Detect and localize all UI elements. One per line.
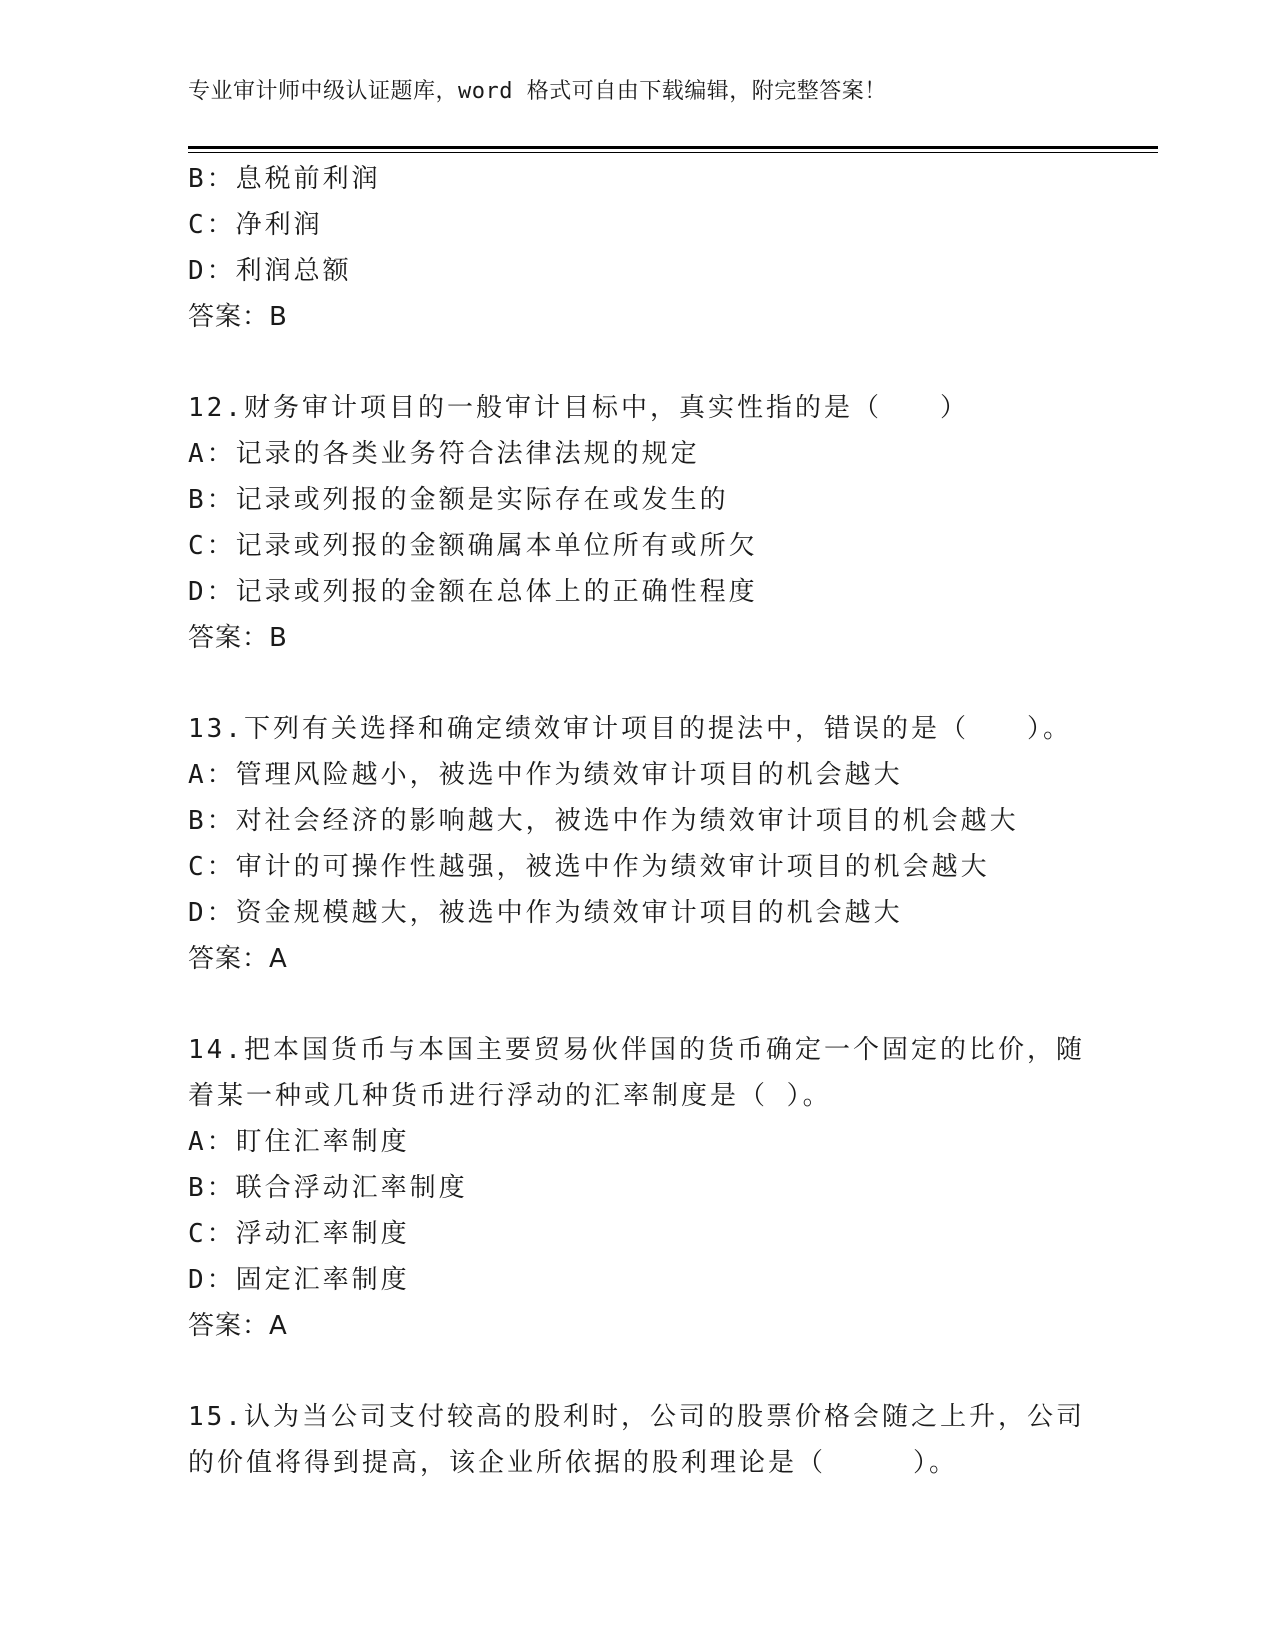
question-stem-line-1: 14.把本国货币与本国主要贸易伙伴国的货币确定一个固定的比价，随 <box>188 1035 1085 1065</box>
spacer <box>188 982 1088 1027</box>
question-stem-line-1: 15.认为当公司支付较高的股利时，公司的股票价格会随之上升，公司 <box>188 1402 1085 1432</box>
option-c: C：审计的可操作性越强，被选中作为绩效审计项目的机会越大 <box>188 852 990 882</box>
question-12 <box>188 385 1088 661</box>
question-13 <box>188 706 1088 982</box>
option-a: A：管理风险越小，被选中作为绩效审计项目的机会越大 <box>188 760 903 790</box>
answer: 答案：B <box>188 623 288 653</box>
option-d: D：固定汇率制度 <box>188 1265 410 1295</box>
page-header: 专业审计师中级认证题库，word 格式可自由下载编辑，附完整答案！ <box>188 79 887 104</box>
question-11-tail <box>188 156 1088 340</box>
option-d: D：记录或列报的金额在总体上的正确性程度 <box>188 577 758 607</box>
spacer <box>188 1349 1088 1394</box>
question-stem-line-2: 着某一种或几种货币进行浮动的汇率制度是（ ）。 <box>188 1081 832 1111</box>
option-a: A：记录的各类业务符合法律法规的规定 <box>188 439 700 469</box>
option-c: C：浮动汇率制度 <box>188 1219 410 1249</box>
option-b: B：对社会经济的影响越大，被选中作为绩效审计项目的机会越大 <box>188 806 1019 836</box>
option-b: B：息税前利润 <box>188 164 381 194</box>
question-stem-line-2: 的价值将得到提高，该企业所依据的股利理论是（ ）。 <box>188 1448 959 1478</box>
option-b: B：记录或列报的金额是实际存在或发生的 <box>188 485 729 515</box>
option-a: A：盯住汇率制度 <box>188 1127 410 1157</box>
option-d: D：资金规模越大，被选中作为绩效审计项目的机会越大 <box>188 898 903 928</box>
option-b: B：联合浮动汇率制度 <box>188 1173 468 1203</box>
question-stem: 12.财务审计项目的一般审计目标中，真实性指的是（ ） <box>188 393 969 423</box>
question-stem: 13.下列有关选择和确定绩效审计项目的提法中，错误的是（ ）。 <box>188 714 1072 744</box>
question-15 <box>188 1394 1088 1486</box>
header-rule-thick <box>188 146 1158 149</box>
option-c: C：记录或列报的金额确属本单位所有或所欠 <box>188 531 758 561</box>
spacer <box>188 661 1088 706</box>
option-d: D：利润总额 <box>188 256 352 286</box>
answer: 答案：A <box>188 944 288 974</box>
question-content <box>188 156 1088 1486</box>
question-14 <box>188 1027 1088 1349</box>
answer: 答案：B <box>188 302 288 332</box>
header-rule-thin <box>188 152 1158 153</box>
spacer <box>188 340 1088 385</box>
answer: 答案：A <box>188 1311 288 1341</box>
option-c: C：净利润 <box>188 210 323 240</box>
